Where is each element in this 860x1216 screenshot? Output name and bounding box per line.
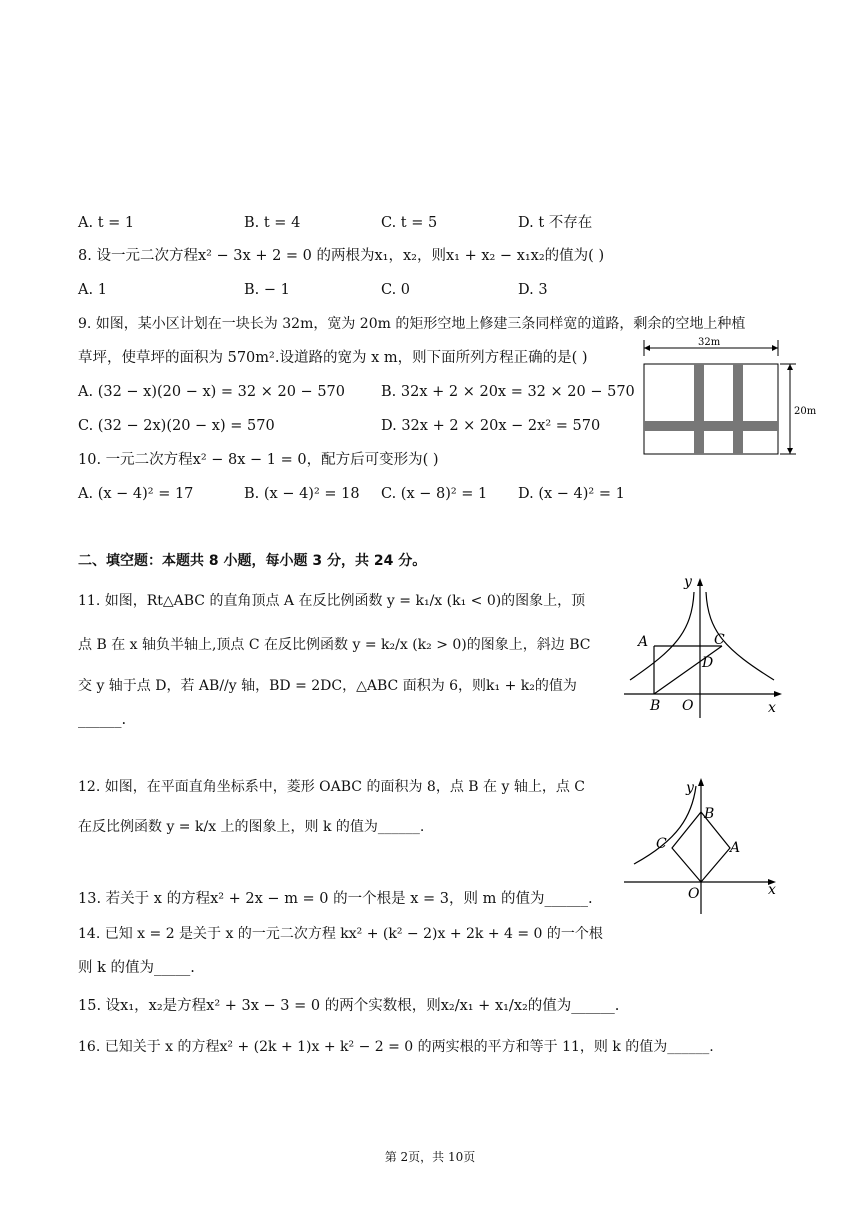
q10-option-c: C. (x − 8)² = 1 — [381, 486, 488, 502]
point-b-label: B — [650, 698, 661, 714]
point-a-label: A — [730, 840, 741, 856]
q12-line1: 12. 如图，在平面直角坐标系中，菱形 OABC 的面积为 8，点 B 在 y 轴上，点 C — [78, 779, 585, 795]
q11-line3: 交 y 轴于点 D，若 AB//y 轴，BD = 2DC，△ABC 面积为 6，则k₁ + k₂的值为 — [78, 678, 577, 694]
q9-stem-line2: 草坪，使草坪的面积为 570m².设道路的宽为 x m，则下面所列方程正确的是( ) — [78, 350, 588, 366]
x-axis-label: x — [768, 882, 776, 898]
x-axis-label: x — [768, 700, 776, 716]
q11-hyperbola-figure — [610, 572, 790, 722]
point-c-label: C — [656, 836, 667, 852]
q12-rhombus-figure — [620, 772, 790, 918]
q10-option-a: A. (x − 4)² = 17 — [78, 486, 194, 502]
q15-text: 15. 设x₁，x₂是方程x² + 3x − 3 = 0 的两个实数根，则x₂/x₁ + x₁/x₂的值为______. — [78, 998, 620, 1014]
point-b-label: B — [704, 806, 715, 822]
hyperbola-branch — [634, 786, 696, 864]
point-a-label: A — [638, 634, 649, 650]
q7-option-c: C. t = 5 — [381, 215, 438, 231]
q7-option-a: A. t = 1 — [78, 215, 135, 231]
q9-field-rect — [644, 364, 778, 454]
q14-line1: 14. 已知 x = 2 是关于 x 的一元二次方程 kx² + (k² − 2)x + 2k + 4 = 0 的一个根 — [78, 926, 603, 942]
page-footer: 第 2页，共 10页 — [384, 1150, 476, 1164]
q9-stem-line1: 9. 如图，某小区计划在一块长为 32m，宽为 20m 的矩形空地上修建三条同样宽的道路，剩余的空地上种植 — [78, 316, 746, 332]
q9-road-horizontal — [644, 421, 778, 431]
q9-option-b: B. 32x + 2 × 20x = 32 × 20 − 570 — [381, 384, 635, 400]
q9-top-label: 32m — [698, 337, 721, 348]
origin-label: O — [682, 698, 694, 714]
point-d-label: D — [702, 655, 714, 671]
q11-line2: 点 B 在 x 轴负半轴上,顶点 C 在反比例函数 y = k₂/x (k₂ > 0)的图象上，斜边 BC — [78, 637, 591, 653]
q11-line1: 11. 如图，Rt△ABC 的直角顶点 A 在反比例函数 y = k₁/x (k₁ < 0)的图象上，顶 — [78, 593, 586, 609]
q9-option-a: A. (32 − x)(20 − x) = 32 × 20 − 570 — [78, 384, 345, 400]
q9-road-vertical-1 — [694, 364, 704, 454]
q9-side-label: 20m — [794, 406, 817, 417]
q7-option-d: D. t 不存在 — [518, 215, 593, 231]
q8-option-d: D. 3 — [518, 282, 548, 298]
q10-option-d: D. (x − 4)² = 1 — [518, 486, 625, 502]
q8-option-c: C. 0 — [381, 282, 411, 298]
q9-option-c: C. (32 − 2x)(20 − x) = 570 — [78, 418, 275, 434]
point-c-label: C — [714, 632, 725, 648]
y-axis-label: y — [684, 574, 692, 590]
q13-text: 13. 若关于 x 的方程x² + 2x − m = 0 的一个根是 x = 3，则 m 的值为______. — [78, 891, 593, 907]
q14-line2: 则 k 的值为_____. — [78, 960, 195, 976]
q10-option-b: B. (x − 4)² = 18 — [244, 486, 360, 502]
q8-stem: 8. 设一元二次方程x² − 3x + 2 = 0 的两根为x₁，x₂，则x₁ + x₂ − x₁x₂的值为( ) — [78, 248, 605, 264]
q8-option-a: A. 1 — [78, 282, 107, 298]
q9-road-figure — [636, 336, 826, 460]
q8-option-b: B. − 1 — [244, 282, 290, 298]
section-heading: 二、填空题：本题共 8 小题，每小题 3 分，共 24 分。 — [78, 553, 427, 569]
origin-label: O — [688, 886, 700, 902]
q11-answer-blank: ______. — [78, 712, 127, 728]
q10-stem: 10. 一元二次方程x² − 8x − 1 = 0，配方后可变形为( ) — [78, 452, 439, 468]
q9-option-d: D. 32x + 2 × 20x − 2x² = 570 — [381, 418, 601, 434]
y-axis-label: y — [686, 780, 694, 796]
q16-text: 16. 已知关于 x 的方程x² + (2k + 1)x + k² − 2 = 0 的两实根的平方和等于 11，则 k 的值为______. — [78, 1039, 714, 1055]
q12-line2: 在反比例函数 y = k/x 上的图象上，则 k 的值为______. — [78, 819, 425, 835]
q7-option-b: B. t = 4 — [244, 215, 301, 231]
q9-road-vertical-2 — [733, 364, 743, 454]
